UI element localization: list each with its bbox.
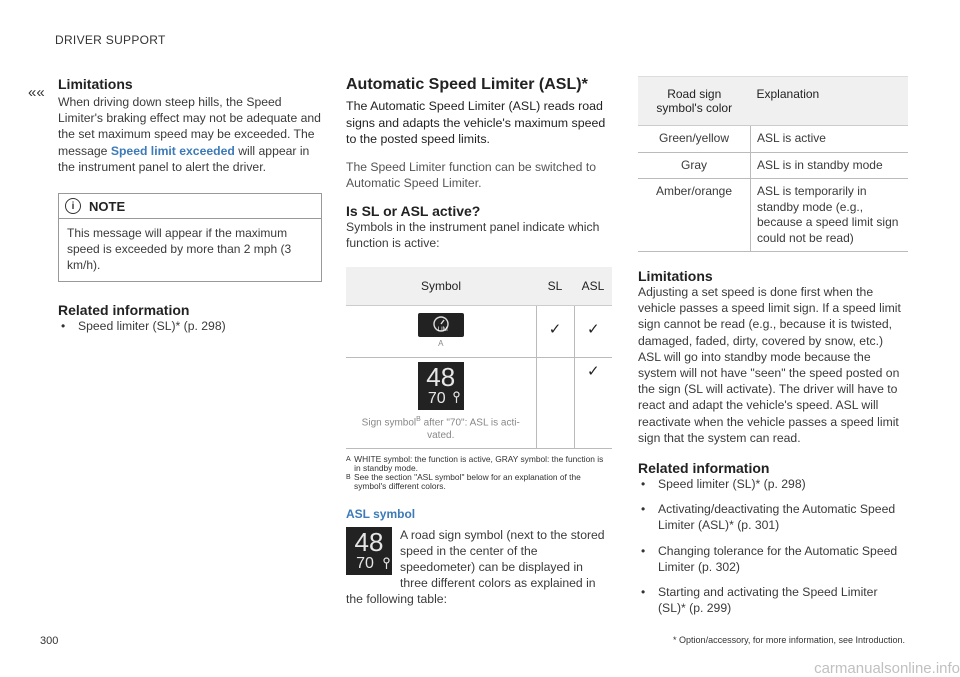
limitations-paragraph: Adjusting a set speed is done first when the vehicle passes a speed limit sign. If a speed limit sign cannot be read (e.g., because it is twisted, damaged, faded, dirty, covered by snow, etc.) ASL will go into standby mode because the system will not have "seen" the speed posted on the sign (SL will activate). The driver will have to react and adapt the vehicle's speed. ASL will reactivate when the vehicle passes a speed limit sign that the system can read. — [638, 285, 901, 445]
active-paragraph: Symbols in the instrument panel indicate which function is active: — [346, 219, 600, 251]
note-box — [58, 193, 322, 282]
related-link[interactable]: • Changing tolerance for the Automatic Speed Limiter (p. 302) — [638, 543, 908, 575]
sign-big-number: 48 — [354, 526, 384, 557]
limitations-paragraph — [58, 94, 322, 175]
sign-small-number: 70 — [356, 554, 374, 572]
symbol-table — [346, 267, 612, 448]
asl-check: ✓ — [574, 358, 612, 448]
related-link[interactable]: • Starting and activating the Speed Limiter (SL)* (p. 299) — [638, 584, 908, 616]
asl-symbol-text: A road sign symbol (next to the stored speed in the center of the speedometer) can be displayed in three different colors as explained in the following table: — [346, 527, 605, 606]
sign-pin-icon — [383, 557, 390, 569]
sl-check: ✓ — [536, 306, 574, 358]
color-cell: Amber/orange — [638, 179, 751, 252]
col-header-color: Road sign symbol's color — [638, 77, 751, 126]
table-row — [638, 179, 908, 252]
sign-small-number: 70 — [427, 390, 446, 408]
footnote-mark: A — [346, 455, 351, 463]
section-header: DRIVER SUPPORT — [55, 33, 166, 47]
footnote-text: See the section "ASL symbol" below for an explanation of the symbol's different colors. — [354, 471, 581, 491]
road-sign-symbol — [418, 362, 464, 410]
col-header-explanation: Explanation — [751, 77, 909, 126]
chevron-left-icon[interactable]: «« — [28, 84, 45, 101]
note-text: This message will appear if the maximum speed is exceeded by more than 2 mph (3 km/h). — [67, 226, 292, 273]
explanation-cell: ASL is temporarily in standby mode (e.g., because a speed limit sign could not be read) — [751, 179, 909, 252]
col-header-symbol: Symbol — [346, 267, 536, 306]
limitations-heading: Limitations — [58, 76, 133, 92]
symbol-caption: A — [438, 339, 444, 349]
asl-check: ✓ — [574, 306, 612, 358]
footnote-text: WHITE symbol: the function is active, GRAY symbol: the function is in standby mode. — [354, 453, 604, 473]
left-column — [40, 76, 322, 334]
sign-caption — [352, 414, 530, 441]
footer-note: * Option/accessory, for more information, see Introduction. — [673, 635, 905, 645]
related-link[interactable]: • Activating/deactivating the Automatic Speed Limiter (ASL)* (p. 301) — [638, 501, 908, 533]
caption-sup: B — [416, 416, 421, 424]
table-row — [346, 306, 612, 358]
table-row — [346, 358, 612, 448]
speed-limit-message: Speed limit exceeded — [110, 143, 235, 158]
table-row — [638, 152, 908, 179]
col-header-sl: SL — [536, 267, 574, 306]
page-number: 300 — [40, 635, 59, 647]
caption-text: after "70": ASL is acti-vated. — [420, 417, 520, 441]
sl-check — [536, 358, 574, 448]
related-heading: Related information — [58, 302, 190, 319]
middle-column — [346, 76, 612, 607]
note-header — [59, 194, 321, 219]
sign-pin-icon — [453, 391, 460, 403]
related-list — [638, 476, 908, 616]
asl-symbol-heading: ASL symbol — [346, 506, 416, 521]
table-row — [638, 126, 908, 153]
caption-text: Sign symbol — [361, 417, 417, 429]
road-sign-symbol — [346, 527, 392, 575]
active-heading: Is SL or ASL active? — [346, 202, 481, 219]
note-title: NOTE — [89, 198, 126, 214]
para-text: will appear in the instrument panel to alert the driver. — [58, 143, 310, 174]
color-cell: Green/yellow — [638, 126, 751, 153]
switch-paragraph: The Speed Limiter function can be switched to Automatic Speed Limiter. — [346, 159, 596, 190]
right-column — [638, 76, 908, 616]
asl-symbol-block — [346, 527, 612, 607]
related-link[interactable]: • Speed limiter (SL)* (p. 298) — [58, 318, 322, 334]
info-icon: i — [65, 198, 81, 214]
footnotes — [346, 455, 612, 491]
watermark: carmanualsonline.info — [814, 660, 960, 677]
para-text: When driving down steep hills, the Speed Limiter's braking effect may not be adequate and the set maximum speed may be exceeded. The message — [58, 95, 321, 158]
color-table — [638, 76, 908, 252]
related-heading: Related information — [638, 460, 770, 477]
sign-big-number: 48 — [426, 362, 456, 393]
explanation-cell: ASL is active — [751, 126, 909, 153]
footnote — [346, 473, 612, 491]
color-cell: Gray — [638, 152, 751, 179]
footnote-mark: B — [346, 473, 351, 481]
asl-intro: The Automatic Speed Limiter (ASL) reads road signs and adapts the vehicle's maximum speed to the posted speed limits. — [346, 99, 606, 146]
explanation-cell: ASL is in standby mode — [751, 152, 909, 179]
limitations-heading: Limitations — [638, 268, 713, 284]
asl-title: Automatic Speed Limiter (ASL)* — [346, 76, 588, 93]
speedometer-lim-icon — [418, 313, 464, 337]
related-list — [58, 318, 322, 334]
footnote — [346, 455, 612, 473]
related-link[interactable]: • Speed limiter (SL)* (p. 298) — [638, 476, 908, 492]
lim-label: LIM — [437, 327, 448, 334]
col-header-asl: ASL — [574, 267, 612, 306]
related-info — [58, 302, 322, 334]
